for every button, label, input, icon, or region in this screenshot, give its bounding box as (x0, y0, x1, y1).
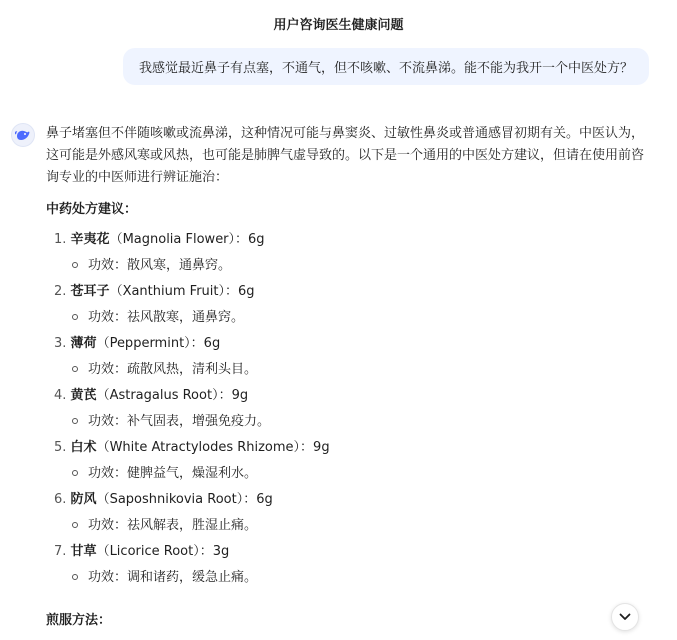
herb-line (46, 279, 652, 305)
herb-line (46, 487, 652, 513)
herb-effect-text: 功效：健脾益气，燥湿利水。 (88, 466, 258, 481)
bullet-icon (72, 314, 78, 320)
prescription-title: 中药处方建议： (46, 202, 138, 217)
bullet-icon (72, 418, 78, 424)
chevron-down-icon (619, 613, 631, 621)
herb-name: 黄芪 (70, 388, 97, 403)
herb-latin-dose: （Astragalus Root）：9g (96, 388, 249, 403)
herb-latin-dose: （Magnolia Flower）：6g (109, 232, 265, 247)
herb-effect (46, 305, 652, 331)
herb-latin-dose: （Peppermint）：6g (96, 336, 221, 351)
herb-effect (46, 461, 652, 487)
herb-effect-text: 功效：补气固表，增强免疫力。 (88, 414, 271, 429)
herb-line (46, 227, 652, 253)
herb-number: 7. (54, 544, 67, 559)
herb-item (46, 435, 652, 487)
herb-effect (46, 565, 652, 591)
herb-latin-dose: （White Atractylodes Rhizome）：9g (96, 440, 330, 455)
herb-item (46, 383, 652, 435)
herb-line (46, 383, 652, 409)
herb-item (46, 227, 652, 279)
herb-latin-dose: （Saposhnikovia Root）：6g (96, 492, 273, 507)
assistant-logo-icon (11, 123, 35, 147)
herb-name: 薄荷 (70, 336, 97, 351)
herb-effect-text: 功效：祛风解表，胜湿止痛。 (88, 518, 258, 533)
bullet-icon (72, 366, 78, 372)
herb-number: 5. (54, 440, 67, 455)
herb-name: 辛夷花 (70, 232, 110, 247)
herb-item (46, 487, 652, 539)
herb-list (46, 227, 652, 591)
herb-effect (46, 409, 652, 435)
herb-number: 4. (54, 388, 67, 403)
herb-effect-text: 功效：调和诸药，缓急止痛。 (88, 570, 258, 585)
page-title: 用户咨询医生健康问题 (273, 18, 404, 33)
herb-effect-text: 功效：散风寒，通鼻窍。 (88, 258, 232, 273)
bullet-icon (72, 470, 78, 476)
herb-item (46, 331, 652, 383)
herb-effect-text: 功效：疏散风热，清利头目。 (88, 362, 258, 377)
scroll-down-button[interactable] (611, 603, 639, 631)
answer-intro: 鼻子堵塞但不伴随咳嗽或流鼻涕，这种情况可能与鼻窦炎、过敏性鼻炎或普通感冒初期有关。中医认为，这可能是外感风寒或风热，也可能是肺脾气虚导致的。以下是一个通用的中医处方建议，但请在使用前咨询专业的中医师进行辨证施治： (46, 126, 645, 185)
herb-number: 2. (54, 284, 67, 299)
herb-effect (46, 253, 652, 279)
herb-name: 苍耳子 (70, 284, 110, 299)
herb-effect (46, 513, 652, 539)
herb-line (46, 539, 652, 565)
method-title: 煎服方法： (46, 613, 112, 628)
assistant-answer (46, 123, 652, 591)
herb-line (46, 331, 652, 357)
bullet-icon (72, 262, 78, 268)
herb-latin-dose: （Xanthium Fruit）：6g (109, 284, 255, 299)
herb-item (46, 539, 652, 591)
bullet-icon (72, 522, 78, 528)
user-message-bubble: 我感觉最近鼻子有点塞，不通气，但不咳嗽、不流鼻涕。能不能为我开一个中医处方？ (123, 48, 649, 85)
herb-number: 6. (54, 492, 67, 507)
herb-item (46, 279, 652, 331)
herb-line (46, 435, 652, 461)
herb-name: 甘草 (70, 544, 97, 559)
herb-name: 白术 (70, 440, 97, 455)
herb-number: 3. (54, 336, 67, 351)
bullet-icon (72, 574, 78, 580)
herb-number: 1. (54, 232, 67, 247)
herb-effect (46, 357, 652, 383)
herb-effect-text: 功效：祛风散寒，通鼻窍。 (88, 310, 245, 325)
herb-latin-dose: （Licorice Root）：3g (96, 544, 230, 559)
herb-name: 防风 (70, 492, 97, 507)
